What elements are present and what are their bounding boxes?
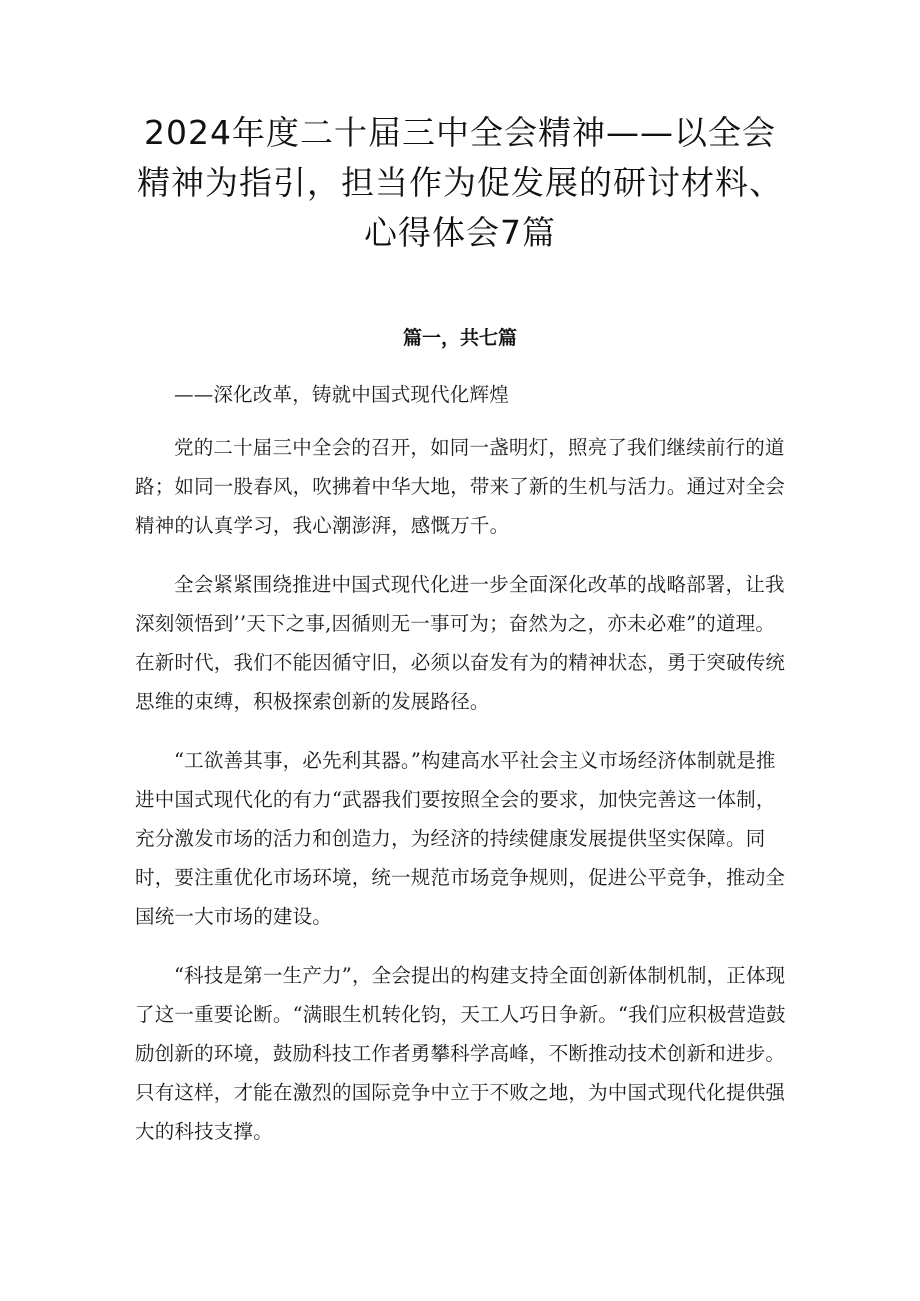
paragraph-2: 全会紧紧围绕推进中国式现代化进一步全面深化改革的战略部署，让我深刻领悟到’’天下之事,因循则无一事可为；奋然为之，亦未必难”的道理。在新时代，我们不能因循守旧，必须以奋发有为的精神状态，勇于突破传统思维的束缚，积极探索创新的发展路径。 [135, 573, 786, 713]
document-body [135, 375, 790, 1171]
paragraph-3: “工欲善其事，必先利其器。”构建高水平社会主义市场经济体制就是推进中国式现代化的有力“武器我们要按照全会的要求，加快完善这一体制，充分激发市场的活力和创造力，为经济的持续健康发展提供坚实保障。同时，要注重优化市场环境，统一规范市场竞争规则，促进公平竞争，推动全国统一大市场的建设。 [135, 749, 786, 928]
document-title: 2024年度二十届三中全会精神——以全会精神为指引，担当作为促发展的研讨材料、心得体会7篇 [137, 113, 783, 252]
paragraph-4: “科技是第一生产力”，全会提出的构建支持全面创新体制机制，正体现了这一重要论断。“满眼生机转化钧，天工人巧日争新。“我们应积极营造鼓励创新的环境，鼓励科技工作者勇攀科学高峰，不断推动技术创新和进步。只有这样，才能在激烈的国际竞争中立于不败之地，为中国式现代化提供强大的科技支撑。 [135, 964, 786, 1143]
paragraph-1: 党的二十届三中全会的召开，如同一盏明灯，照亮了我们继续前行的道路；如同一股春风，吹拂着中华大地，带来了新的生机与活力。通过对全会精神的认真学习，我心潮澎湃，感慨万千。 [135, 436, 786, 537]
section-heading: 篇一，共七篇 [402, 327, 517, 349]
article-subtitle: ——深化改革，铸就中国式现代化辉煌 [174, 383, 509, 406]
